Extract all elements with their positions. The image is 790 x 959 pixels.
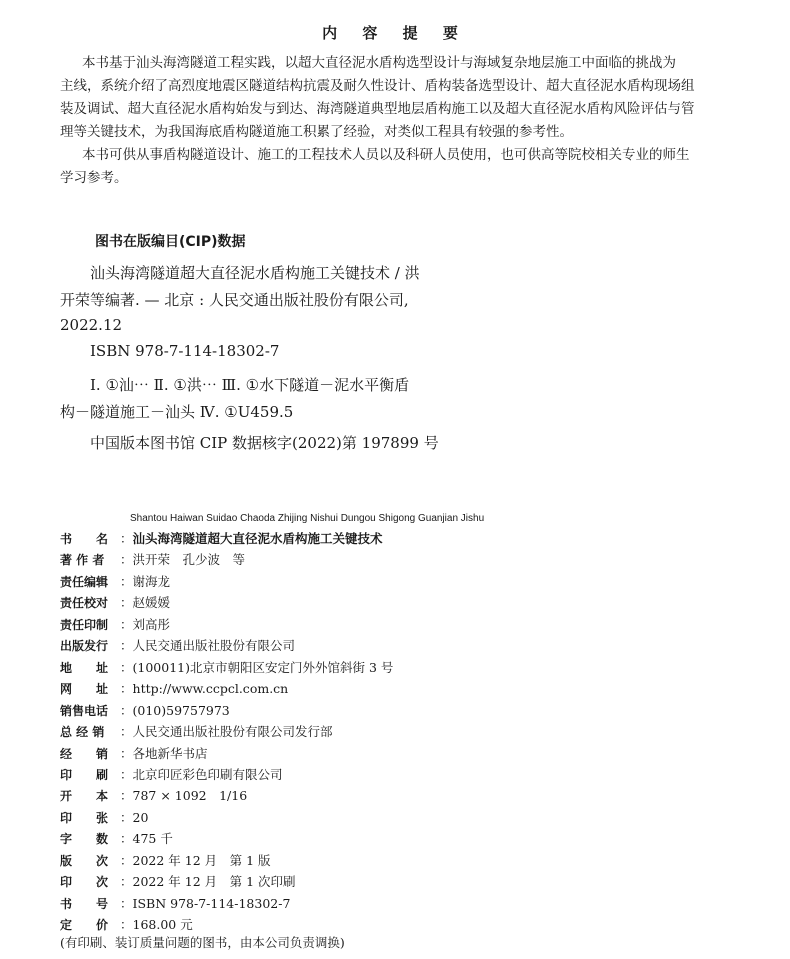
colophon-colon: ： [120,702,133,718]
colophon-colon: ： [120,724,133,740]
colophon-label: 印 张 [60,810,109,825]
cip-record-number: 中国版本图书馆 CIP 数据核字(2022)第 197899 号 [90,434,439,452]
cip-line-1: 汕头海湾隧道超大直径泥水盾构施工关键技术 / 洪 [90,264,420,282]
colophon-value: 475 千 [132,831,173,847]
colophon-label: 地 址 [60,660,109,675]
colophon-label: 责任校对 [60,596,109,611]
cip-line-2: 开荣等编著. — 北京 : 人民交通出版社股份有限公司, [60,291,409,309]
colophon-colon: ： [120,895,133,911]
colophon-value: 刘高彤 [132,616,171,632]
colophon-colon: ： [120,745,133,761]
colophon-row [60,808,148,826]
colophon-value: 洪开荣 孔少波 等 [132,552,246,568]
pinyin-title: Shantou Haiwan Suidao Chaoda Zhijing Nishui Dungou Shigong Guanjian Jishu [130,513,485,524]
colophon-value: 各地新华书店 [132,745,208,761]
colophon-colon: ： [120,831,133,847]
colophon-label: 销售电话 [60,703,109,718]
colophon-value: 人民交通出版社股份有限公司发行部 [132,724,333,740]
colophon-value: 北京印匠彩色印刷有限公司 [132,766,283,782]
summary-line-6: 学习参考。 [60,170,128,186]
colophon-row [60,851,271,869]
colophon-value: 人民交通出版社股份有限公司 [132,638,296,654]
colophon-colon: ： [120,616,133,632]
colophon-label: 印 刷 [60,767,109,782]
colophon-row [60,894,290,912]
cip-classification-2: 构－隧道施工－汕头 Ⅳ. ①U459.5 [60,403,294,421]
colophon-label: 开 本 [60,789,109,804]
colophon-label: 印 次 [60,875,109,890]
colophon-colon: ： [120,852,133,868]
colophon-row [60,829,173,847]
colophon-row [60,744,208,762]
colophon-colon: ： [120,917,133,933]
cip-title: 图书在版编目(CIP)数据 [95,234,246,250]
colophon-colon: ： [120,874,133,890]
colophon-row [60,872,296,890]
colophon-row [60,701,230,719]
colophon-label: 书 名 [60,532,109,546]
colophon-row [60,679,288,697]
colophon-row [60,658,393,676]
colophon-label: 经 销 [60,746,109,761]
colophon-colon: ： [120,595,133,611]
colophon-label: 网 址 [60,682,109,697]
colophon-value: ISBN 978-7-114-18302-7 [132,895,291,911]
colophon-label: 著 作 者 [60,553,105,568]
colophon-colon: ： [120,573,133,589]
colophon-row [60,572,170,590]
colophon-row [60,915,193,933]
colophon-value: http://www.ccpcl.com.cn [132,681,289,697]
summary-line-1: 本书基于汕头海湾隧道工程实践，以超大直径泥水盾构选型设计与海域复杂地层施工中面临的挑战为 [82,55,676,71]
colophon-row [60,765,283,783]
colophon-value: 168.00 元 [132,917,193,933]
summary-line-3: 装及调试、超大直径泥水盾构始发与到达、海湾隧道典型地层盾构施工以及超大直径泥水盾构风险评估与管 [60,101,695,117]
colophon-row [60,615,170,633]
colophon-label: 出版发行 [60,639,109,654]
colophon-value: 2022 年 12 月 第 1 版 [132,852,271,868]
colophon-row [60,550,245,568]
summary-heading: 内 容 提 要 [322,24,468,42]
colophon-label: 版 次 [60,853,109,868]
colophon-row [60,593,170,611]
colophon-colon: ： [120,809,133,825]
colophon-row [60,722,333,740]
colophon-label: 总 经 销 [60,725,105,740]
colophon-value: 20 [132,809,149,825]
colophon-value: 汕头海湾隧道超大直径泥水盾构施工关键技术 [132,531,383,546]
colophon-value: 谢海龙 [132,573,171,589]
colophon-row [60,529,383,547]
colophon-row [60,636,295,654]
colophon-value: 2022 年 12 月 第 1 次印刷 [132,874,296,890]
cip-classification-1: Ⅰ. ①汕⋯ Ⅱ. ①洪⋯ Ⅲ. ①水下隧道－泥水平衡盾 [90,376,410,394]
colophon-colon: ： [120,788,133,804]
colophon-colon: ： [120,659,133,675]
colophon-colon: ： [120,531,133,546]
colophon-label: 责任编辑 [60,574,109,589]
colophon-row [60,786,247,804]
summary-line-2: 主线，系统介绍了高烈度地震区隧道结构抗震及耐久性设计、盾构装备选型设计、超大直径泥水盾构现场组 [60,78,695,94]
colophon-label: 定 价 [60,918,109,933]
summary-line-4: 理等关键技术，为我国海底盾构隧道施工积累了经验，对类似工程具有较强的参考性。 [60,124,573,140]
summary-line-5: 本书可供从事盾构隧道设计、施工的工程技术人员以及科研人员使用，也可供高等院校相关专业的师生 [82,147,690,163]
colophon-label: 责任印制 [60,617,109,632]
cip-isbn: ISBN 978-7-114-18302-7 [90,342,280,360]
colophon-colon: ： [120,766,133,782]
colophon-label: 字 数 [60,832,109,847]
colophon-colon: ： [120,638,133,654]
colophon-label: 书 号 [60,896,109,911]
colophon-value: 787 × 1092 1/16 [132,788,248,804]
colophon-colon: ： [120,681,133,697]
colophon-value: 赵媛媛 [132,595,171,611]
colophon-colon: ： [120,552,133,568]
quality-note: (有印刷、装订质量问题的图书，由本公司负责调换) [60,935,345,950]
cip-line-3: 2022.12 [60,316,123,334]
colophon-value: (100011)北京市朝阳区安定门外外馆斜街 3 号 [132,659,394,675]
colophon-value: (010)59757973 [132,702,230,718]
